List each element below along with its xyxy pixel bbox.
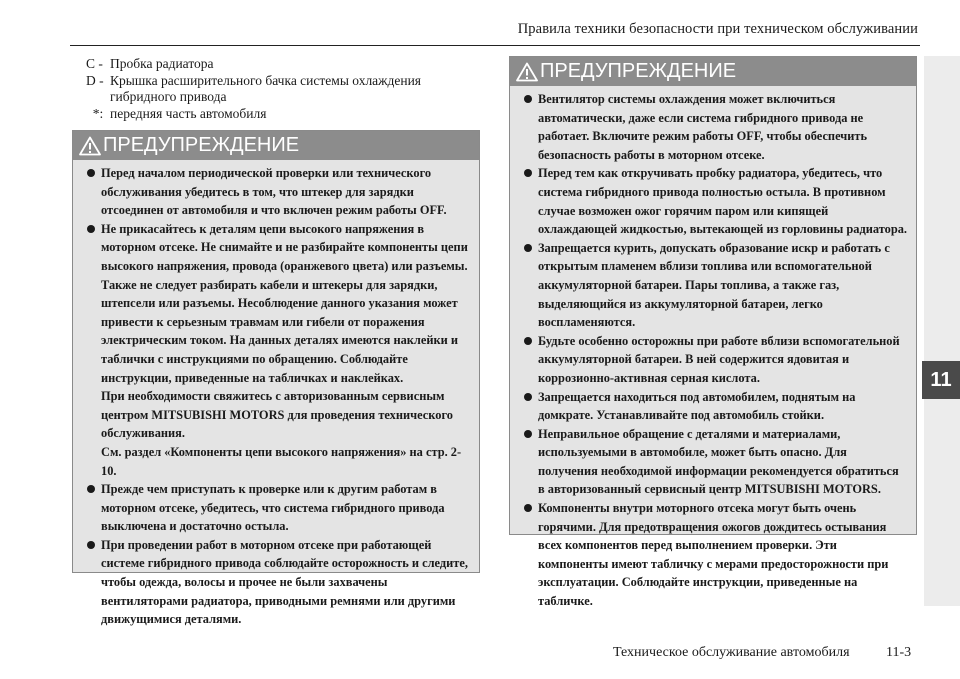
side-tab-strip <box>924 56 960 606</box>
warning-item <box>87 220 471 480</box>
warning-text: Вентилятор системы охлаждения может включиться автоматически, даже если система гибридного привода не работает. Включите режим работы OFF, чтобы обеспечить безопасность работы в моторном отсеке. <box>538 92 868 162</box>
bullet-icon <box>524 393 532 401</box>
legend-key: C - <box>86 56 103 71</box>
warning-text: Будьте особенно осторожны при работе вблизи вспомогательной аккумуляторной батареи. В ней содержится ядовитая и коррозионно-активная серная кислота. <box>538 333 900 385</box>
bullet-icon <box>524 95 532 103</box>
warning-item <box>524 388 908 425</box>
warning-item <box>524 164 908 238</box>
warning-text: См. раздел «Компоненты цепи высокого напряжения» на стр. 2-10. <box>101 444 462 478</box>
warning-text: Запрещается находиться под автомобилем, поднятым на домкрате. Устанавливайте под автомобиль стойки. <box>538 389 856 423</box>
warning-item <box>524 499 908 611</box>
bullet-icon <box>87 225 95 233</box>
warning-text: Запрещается курить, допускать образование искр и работать с открытым пламенем вблизи топлива или вспомогательной аккумуляторной батареи. Пары топлива, а также газ, выделяющийся из аккумуляторной батареи, легко воспламеняются. <box>538 240 890 330</box>
warning-header <box>73 131 479 160</box>
warning-text: Перед тем как откручивать пробку радиатора, убедитесь, что система гибридного привода полностью остыла. В противном случае возможен ожог горячим паром или кипящей охлаждающей жидкостью, вытекающей из горловины радиатора. <box>538 166 908 237</box>
legend-row-d <box>86 73 421 90</box>
footer-section-label: Техническое обслуживание автомобиля <box>613 645 850 660</box>
warning-box-right <box>509 56 917 609</box>
warning-text: При необходимости свяжитесь с авторизованным сервисным центром MITSUBISHI MOTORS для проведения технического обслуживания. <box>101 389 453 441</box>
warning-item <box>524 90 908 164</box>
bullet-icon <box>524 244 532 252</box>
warning-text: Перед началом периодической проверки или технического обслуживания убедитесь в том, что штекер для зарядки отсоединен от автомобиля и что включен режим работы OFF. <box>101 166 447 218</box>
warning-item <box>87 536 471 629</box>
warning-item <box>524 425 908 499</box>
legend-key: D - <box>86 72 104 88</box>
warning-body <box>510 86 916 617</box>
page-header-title: Правила техники безопасности при техническом обслуживании <box>517 21 918 37</box>
warning-text: Прежде чем приступать к проверке или к другим работам в моторном отсеке, убедитесь, что система гибридного привода выключена и достаточно остыла. <box>101 482 445 534</box>
warning-triangle-icon <box>516 62 538 82</box>
bullet-icon <box>524 504 532 512</box>
legend-text: Крышка расширительного бачка системы охлаждения <box>110 72 422 88</box>
legend-text-continued: гибридного привода <box>110 89 227 104</box>
bullet-icon <box>524 337 532 345</box>
warning-item <box>87 164 471 220</box>
legend-text: передняя часть автомобиля <box>110 105 267 121</box>
legend-key: *: <box>92 105 104 121</box>
warning-text: Компоненты внутри моторного отсека могут быть очень горячими. Для предотвращения ожогов дождитесь остывания всех компонентов перед выполнением проверки. Эти компоненты имеют табличку с мерами предосторожности при эксплуатации. Соблюдайте инструкции, приведенные на табличке. <box>538 501 889 609</box>
bullet-icon <box>87 169 95 177</box>
chapter-tab: 11 <box>922 361 960 399</box>
warning-box-left <box>72 130 480 627</box>
warning-body <box>73 160 479 635</box>
bullet-icon <box>524 169 532 177</box>
legend-row-star <box>86 106 421 123</box>
warning-text: Неправильное обращение с деталями и материалами, используемыми в автомобиле, может быть опасно. Для получения необходимой информации рекомендуется обратиться в авторизованный сервисный центр MITSUBISHI MOTORS. <box>538 426 899 497</box>
legend-row-c <box>86 56 421 73</box>
bullet-icon <box>524 430 532 438</box>
warning-item <box>524 239 908 332</box>
warning-text: Не прикасайтесь к деталям цепи высокого напряжения в моторном отсеке. Не снимайте и не разбирайте компоненты цепи высокого напряжения, провода (оранжевого цвета) или разъемы. Также не следует разбирать кабели и штекеры для зарядки, штепсели или разъемы. Несоблюдение данного указания может привести к серьезным травмам или гибели от поражения электрическим током. На данных деталях имеются наклейки и таблички с инструкциями по обращению. Соблюдайте инструкции, приведенные на табличках и наклейках. <box>101 221 468 385</box>
legend-text: Пробка радиатора <box>110 56 214 71</box>
warning-text: При проведении работ в моторном отсеке при работающей системе гибридного привода соблюдайте осторожность и следите, чтобы одежда, волосы и прочее не были захвачены вентиляторами радиатора, приводными ремнями или другими движущимися деталями. <box>101 537 468 627</box>
figure-legend <box>86 56 421 122</box>
warning-title: ПРЕДУПРЕЖДЕНИЕ <box>540 60 737 82</box>
bullet-icon <box>87 485 95 493</box>
warning-item <box>87 480 471 536</box>
page-number: 11-3 <box>886 645 912 660</box>
warning-title: ПРЕДУПРЕЖДЕНИЕ <box>103 134 300 156</box>
header-rule <box>70 45 920 46</box>
warning-header <box>510 57 916 86</box>
warning-item <box>524 332 908 388</box>
warning-triangle-icon <box>79 136 101 156</box>
bullet-icon <box>87 541 95 549</box>
